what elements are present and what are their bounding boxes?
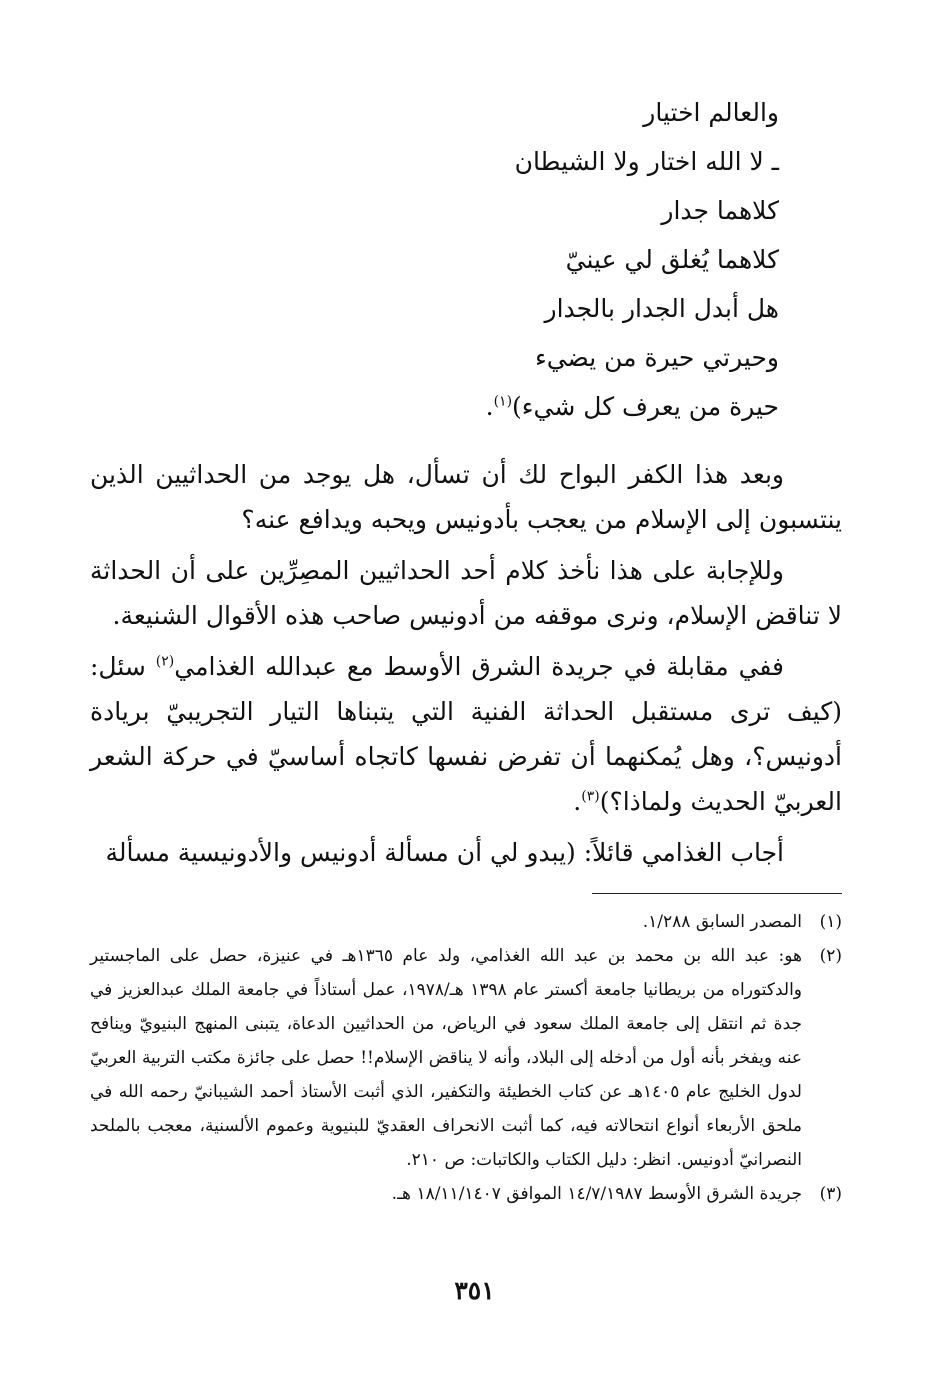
paragraph-3-part-a: ففي مقابلة في جريدة الشرق الأوسط مع عبدالله الغذامي: [174, 652, 784, 681]
footnote-separator: [592, 893, 842, 894]
paragraph-1: وبعد هذا الكفر البواح لك أن تسأل، هل يوجد من الحداثيين الذين ينتسبون إلى الإسلام من يعجب بأدونيس ويحبه ويدافع عنه؟: [90, 460, 842, 534]
poem-line-text: حيرة من يعرف كل شيء): [512, 392, 779, 421]
footnote-2: [90, 939, 842, 1177]
footnote-ref-1: (١): [493, 393, 513, 410]
footnote-1: [90, 905, 842, 939]
footnote-number: (٢): [819, 946, 842, 966]
poem-block: [279, 93, 779, 436]
footnote-3: [90, 1177, 842, 1211]
paragraph-2: وللإجابة على هذا نأخذ كلام أحد الحداثيين المصِرِّين على أن الحداثة لا تناقض الإسلام، ونرى موقفه من أدونيس صاحب هذه الأقوال الشنيعة.: [90, 556, 842, 630]
footnote-text: جريدة الشرق الأوسط ١٤/٧/١٩٨٧ الموافق ١٨/١١/١٤٠٧ هـ.: [391, 1184, 802, 1204]
page-number: ٣٥١: [454, 1276, 495, 1305]
body-text: [90, 452, 842, 875]
poem-line: ـ لا الله اختار ولا الشيطان: [514, 147, 779, 176]
footnote-number: (٣): [819, 1184, 842, 1204]
paragraph-3-part-b: سئل: (كيف ترى مستقبل الحداثة الفنية التي يتبناها التيار التجريبيّ بريادة أدونيس؟، وهل يُمكنهما أن تفرض نفسها كاتجاه أساسيّ في حركة الشعر العربيّ الحديث ولماذا؟): [90, 652, 842, 816]
paragraph-4: أجاب الغذامي قائلاً: (يبدو لي أن مسألة أدونيس والأدونيسية مسألة: [105, 838, 784, 867]
poem-line: هل أبدل الجدار بالجدار: [544, 294, 779, 323]
paragraph-3: [90, 644, 842, 824]
footnote-text: هو: عبد الله بن محمد بن عبد الله الغذامي، ولد عام ١٣٦٥هـ في عنيزة، حصل على الماجستير والدكتوراه من بريطانيا جامعة أكستر عام ١٣٩٨ هـ/١٩٧٨، عمل أستاذاً في جامعة الملك عبدالعزيز في جدة ثم انتقل إلى جامعة الملك سعود في الرياض، من الحداثيين الدعاة، يتبنى المنهج البنيويّ وينافح عنه ويفخر بأنه أول من أدخله إلى البلاد، وأنه لا يناقض الإسلام!! حصل على جائزة مكتب التربية العربيّ لدول الخليج عام ١٤٠٥هـ عن كتاب الخطيئة والتكفير، الذي أثبت الأستاذ أحمد الشيبانيّ رحمه الله في ملحق الأربعاء أنواع انتحالاته فيه، كما أثبت الانحراف العقديّ للبنيوية وعموم الألسنية، معجب بالملحد النصرانيّ أدونيس. انظر: دليل الكتاب والكاتبات: ص ٢١٠.: [90, 946, 803, 1170]
footnote-number: (١): [819, 912, 842, 932]
footnote-ref-3: (٣): [581, 788, 600, 805]
poem-end-mark: .: [485, 392, 494, 421]
paragraph-3-end: .: [573, 787, 582, 816]
footnotes: [90, 905, 842, 1211]
footnote-text: المصدر السابق ١/٢٨٨.: [642, 912, 802, 932]
poem-line: وحيرتي حيرة من يضيء: [534, 343, 779, 372]
poem-line: والعالم اختيار: [643, 98, 779, 127]
poem-line: كلاهما جدار: [661, 196, 779, 225]
poem-line: كلاهما يُغلق لي عينيّ: [565, 245, 779, 274]
poem-line-last: [279, 387, 779, 436]
footnote-ref-2: (٢): [155, 653, 175, 670]
